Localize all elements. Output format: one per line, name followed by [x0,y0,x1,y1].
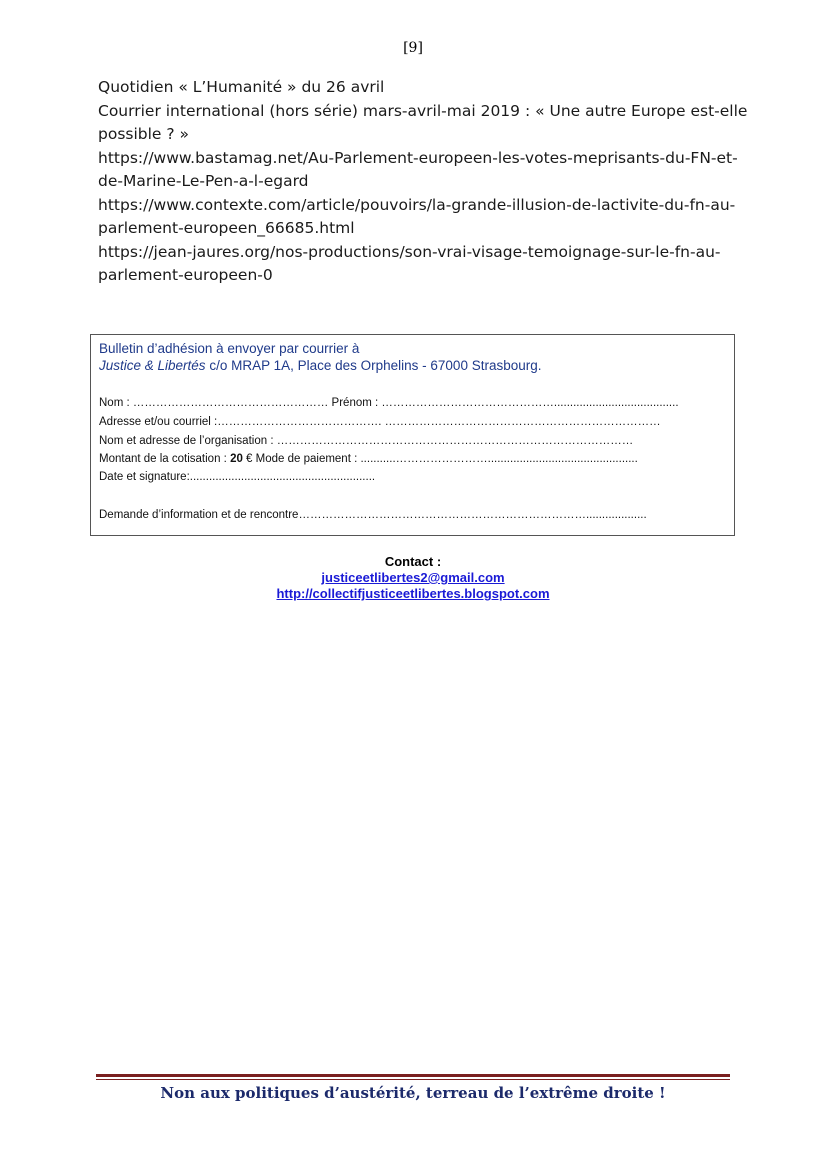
membership-form [90,334,735,536]
reference-link[interactable]: https://jean-jaures.org/nos-productions/son-vrai-visage-temoignage-sur-le-fn-au- [98,242,721,261]
form-field-cotisation[interactable] [99,453,638,465]
reference-link[interactable]: de-Marine-Le-Pen-a-l-egard [98,172,309,190]
reference-line: possible ? » [98,125,190,143]
form-address [99,357,542,374]
form-field-adresse[interactable]: Adresse et/ou courriel :……………………………………. ……………………………………………………………… [99,416,661,428]
references-list [98,76,748,288]
contact-label: Contact : [384,554,442,569]
footer-slogan: Non aux politiques d’austérité, terreau de l’extrême droite ! [160,1084,666,1102]
cotisation-amount: 20 [230,453,243,465]
footer-divider-thin [96,1079,730,1080]
reference-link[interactable]: https://www.contexte.com/article/pouvoirs/la-grande-illusion-de-lactivite-du-fn-au- [98,195,736,214]
contact-block [0,554,826,602]
form-field-nom[interactable]: Nom : …………………………………………… Prénom : ………………………………………....................................... [99,397,679,409]
reference-link[interactable]: https://www.bastamag.net/Au-Parlement-europeen-les-votes-meprisants-du-FN-et- [98,148,738,167]
form-field-demande[interactable]: Demande d’information et de rencontre…………………………………………………………………................... [99,509,647,521]
reference-link[interactable]: parlement-europeen_66685.html [98,219,355,237]
reference-line: Quotidien « L’Humanité » du 26 avril [98,78,385,96]
footer-divider [96,1074,730,1077]
contact-blog-link[interactable]: http://collectifjusticeetlibertes.blogspot.com [276,586,550,601]
org-name: Justice & Libertés [99,358,206,373]
form-heading [99,340,542,374]
contact-email-link[interactable]: justiceetlibertes2@gmail.com [321,570,505,585]
payment-mode: € Mode de paiement : ...........……………………............................................... [242,453,638,465]
page-number: [9] [403,40,423,56]
cotisation-label: Montant de la cotisation : [99,453,231,465]
form-field-date-signature[interactable]: Date et signature:.......................................................... [99,471,376,483]
form-field-organisation[interactable]: Nom et adresse de l’organisation : ………………………………………………………………………………… [99,435,634,447]
reference-line: Courrier international (hors série) mars-avril-mai 2019 : « Une autre Europe est-elle [98,101,748,120]
org-address: c/o MRAP 1A, Place des Orphelins - 67000 Strasbourg. [205,358,542,373]
form-heading-text: Bulletin d’adhésion à envoyer par courrier à [99,341,360,356]
reference-link[interactable]: parlement-europeen-0 [98,266,273,284]
